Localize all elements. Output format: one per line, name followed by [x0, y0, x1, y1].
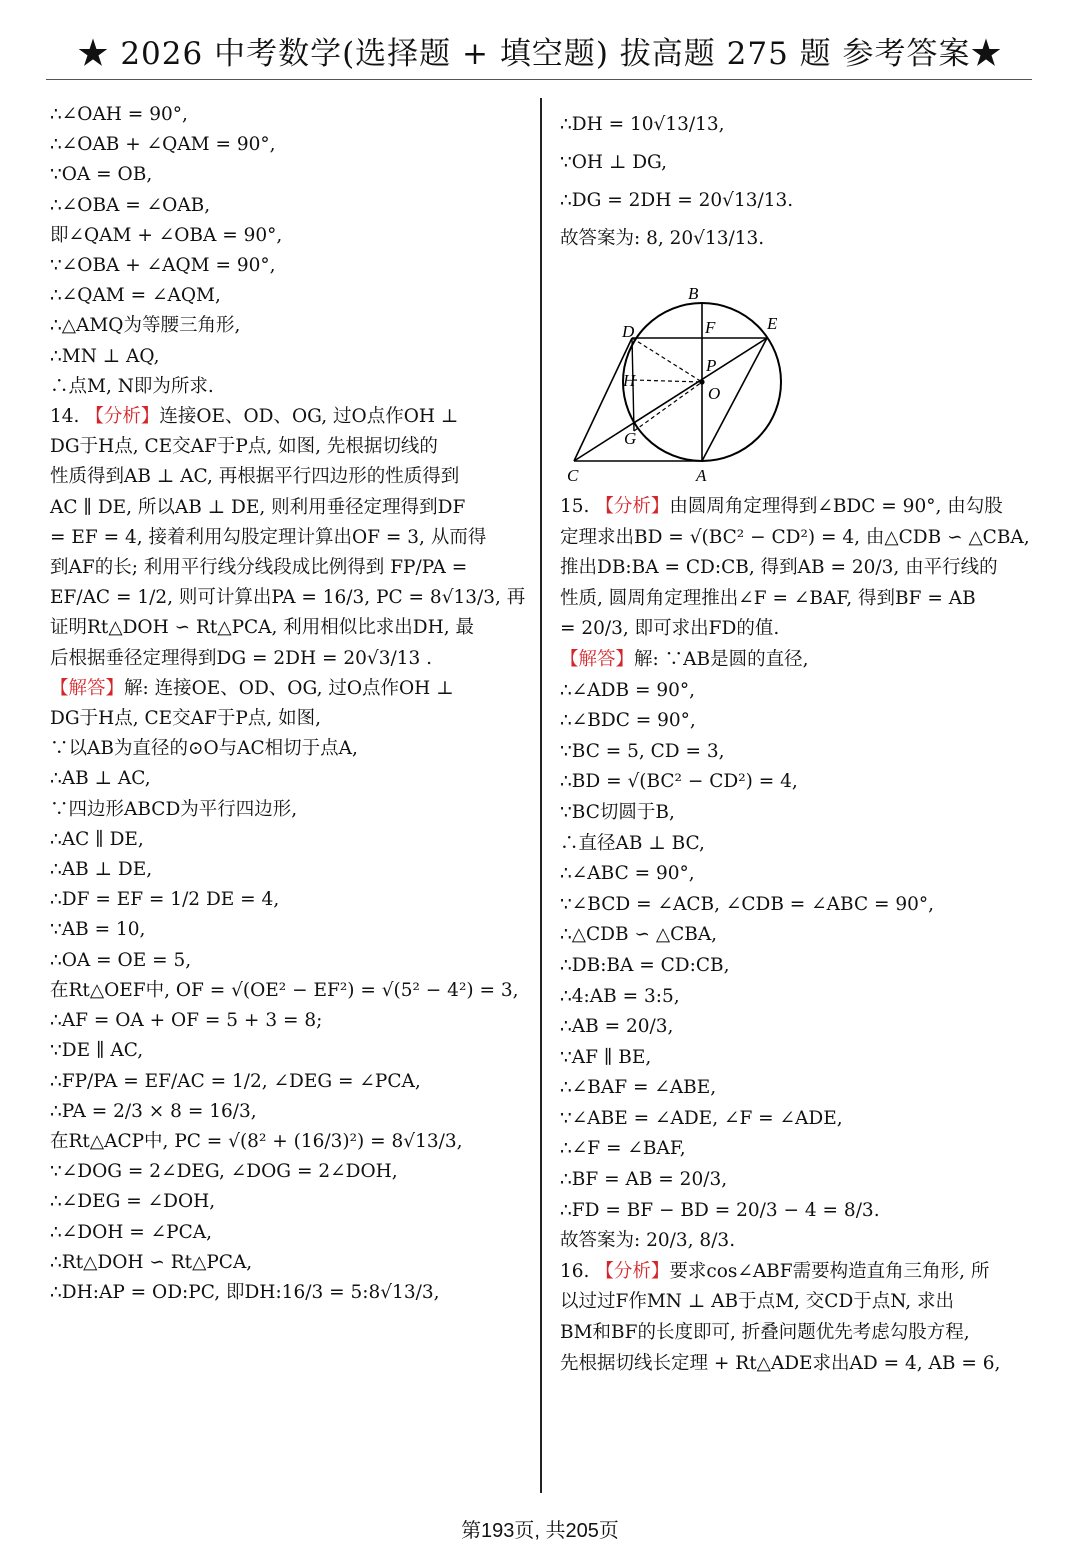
- text-line: ∴∠OAB + ∠QAM = 90°,: [50, 134, 276, 156]
- text-line: ∴AB = 20/3,: [560, 1016, 674, 1038]
- page-header: ★ 2026 中考数学(选择题 + 填空题) 拔高题 275 题 参考答案★: [77, 36, 1003, 72]
- text-line: ∴直径AB ⊥ BC,: [560, 832, 705, 854]
- text-line: ∴△CDB ∽ △CBA,: [560, 924, 718, 946]
- text-line: ∴DG = 2DH = 20√13/13.: [560, 190, 794, 211]
- section-tag: 【分析】: [595, 1260, 670, 1282]
- text-line: ∴∠F = ∠BAF,: [560, 1138, 686, 1160]
- section-tag: 【解答】: [50, 677, 125, 699]
- text-line: ∴DB:BA = CD:CB,: [560, 954, 730, 976]
- text-line: EF/AC = 1/2, 则可计算出PA = 16/3, PC = 8√13/3, 再: [50, 587, 526, 609]
- text-line: BM和BF的长度即可, 折叠问题优先考虑勾股方程,: [560, 1322, 970, 1344]
- header-rule: [46, 79, 1032, 80]
- text-line: 即∠QAM + ∠OBA = 90°,: [50, 224, 283, 246]
- text-line: ∴DH = 10√13/13,: [560, 114, 725, 135]
- text-line: ∴AF = OA + OF = 5 + 3 = 8;: [50, 1010, 323, 1032]
- text-line: 在Rt△ACP中, PC = √(8² + (16/3)²) = 8√13/3,: [50, 1130, 463, 1152]
- text-line: 定理求出BD = √(BC² − CD²) = 4, 由△CDB ∽ △CBA,: [560, 526, 1030, 548]
- text-line: ∴PA = 2/3 × 8 = 16/3,: [50, 1100, 257, 1122]
- point-label-e: E: [767, 314, 778, 333]
- text-line: ∵BC切圆于B,: [560, 801, 675, 823]
- text-line: ∴OA = OE = 5,: [50, 949, 192, 971]
- text-line: 在Rt△OEF中, OF = √(OE² − EF²) = √(5² − 4²) = 3,: [50, 979, 519, 1001]
- text-line: 性质, 圆周角定理推出∠F = ∠BAF, 得到BF = AB: [560, 587, 976, 609]
- text-line: ∵DE ∥ AC,: [50, 1040, 144, 1062]
- text-line: ∴BF = AB = 20/3,: [560, 1169, 728, 1191]
- point-label-f: F: [705, 318, 716, 337]
- text-line: AC ∥ DE, 所以AB ⊥ DE, 则利用垂径定理得到DF: [50, 496, 466, 518]
- text-line: ∵AF ∥ BE,: [560, 1046, 652, 1068]
- line-og: [634, 382, 702, 431]
- text-line: ∴Rt△DOH ∽ Rt△PCA,: [50, 1251, 253, 1273]
- point-label-h: H: [623, 371, 636, 390]
- text-line: ∴AB ⊥ AC,: [50, 768, 151, 790]
- text-line: ∵AB = 10,: [50, 919, 146, 941]
- text-line: DG于H点, CE交AF于P点, 如图,: [50, 708, 321, 730]
- text-line: ∴∠DEG = ∠DOH,: [50, 1191, 216, 1213]
- section-tag: 【分析】: [85, 406, 160, 428]
- right-column-bottom: [560, 492, 1030, 1379]
- text-line: DG于H点, CE交AF于P点, 如图, 先根据切线的: [50, 436, 438, 458]
- page-footer: 第193页, 共205页: [461, 1520, 619, 1542]
- text-line: 故答案为: 8, 20√13/13.: [560, 228, 765, 249]
- text-line: ∴AB ⊥ DE,: [50, 859, 153, 881]
- point-label-d: D: [622, 322, 635, 341]
- geometry-figure: [560, 283, 790, 488]
- text-line: ∴4:AB = 3:5,: [560, 985, 680, 1007]
- text-line: ∴AC ∥ DE,: [50, 828, 144, 850]
- text-line: 【解答】解: 连接OE、OD、OG, 过O点作OH ⊥: [50, 677, 454, 699]
- text-line: 性质得到AB ⊥ AC, 再根据平行四边形的性质得到: [50, 466, 460, 488]
- text-line: ∵以AB为直径的⊙O与AC相切于点A,: [50, 738, 358, 760]
- text-line: ∴DF = EF = 1/2 DE = 4,: [50, 889, 280, 911]
- text-line: ∵四边形ABCD为平行四边形,: [50, 798, 298, 820]
- text-line: ∴∠BDC = 90°,: [560, 710, 696, 732]
- column-divider: [540, 98, 542, 1493]
- text-line: ∴∠OAH = 90°,: [50, 104, 188, 125]
- text-line: ∴FP/PA = EF/AC = 1/2, ∠DEG = ∠PCA,: [50, 1070, 421, 1092]
- point-label-c: C: [567, 466, 579, 485]
- text-line: = EF = 4, 接着利用勾股定理计算出OF = 3, 从而得: [50, 526, 487, 548]
- text-line: 证明Rt△DOH ∽ Rt△PCA, 利用相似比求出DH, 最: [50, 617, 475, 639]
- line-od: [632, 338, 702, 382]
- line-oh: [633, 380, 702, 382]
- text-line: ∴点M, N即为所求.: [50, 375, 214, 397]
- text-line: ∴MN ⊥ AQ,: [50, 345, 160, 367]
- text-line: 【解答】解: ∵AB是圆的直径,: [560, 648, 809, 670]
- text-line: 先根据切线长定理 + Rt△ADE求出AD = 4, AB = 6,: [560, 1352, 1001, 1374]
- text-line: ∵∠ABE = ∠ADE, ∠F = ∠ADE,: [560, 1107, 843, 1129]
- right-column-top: [560, 106, 1030, 258]
- text-line: ∴∠DOH = ∠PCA,: [50, 1221, 213, 1243]
- left-column: [50, 100, 526, 1308]
- section-tag: 【分析】: [595, 496, 670, 517]
- text-line: 16. 【分析】要求cos∠ABF需要构造直角三角形, 所: [560, 1260, 990, 1282]
- text-line: ∴FD = BF − BD = 20/3 − 4 = 8/3.: [560, 1199, 880, 1221]
- point-label-o: O: [708, 384, 721, 403]
- point-label-b: B: [688, 284, 699, 303]
- point-label-p: P: [706, 356, 717, 375]
- text-line: ∴△AMQ为等腰三角形,: [50, 315, 241, 337]
- section-tag: 【解答】: [560, 648, 635, 670]
- text-line: ∴DH:AP = OD:PC, 即DH:16/3 = 5:8√13/3,: [50, 1281, 440, 1303]
- point-label-a: A: [696, 466, 707, 485]
- text-line: ∴BD = √(BC² − CD²) = 4,: [560, 771, 798, 793]
- text-line: 15. 【分析】由圆周角定理得到∠BDC = 90°, 由勾股: [560, 496, 1003, 517]
- text-line: 14. 【分析】连接OE、OD、OG, 过O点作OH ⊥: [50, 406, 459, 428]
- text-line: 到AF的长; 利用平行线分线段成比例得到 FP/PA =: [50, 557, 468, 579]
- text-line: ∴∠ADB = 90°,: [560, 679, 695, 701]
- text-line: ∴∠BAF = ∠ABE,: [560, 1077, 717, 1099]
- text-line: ∵∠BCD = ∠ACB, ∠CDB = ∠ABC = 90°,: [560, 893, 935, 915]
- text-line: ∵BC = 5, CD = 3,: [560, 740, 725, 762]
- text-line: 故答案为: 20/3, 8/3.: [560, 1230, 736, 1252]
- text-line: ∵∠DOG = 2∠DEG, ∠DOG = 2∠DOH,: [50, 1161, 398, 1183]
- point-label-g: G: [624, 429, 637, 448]
- text-line: = 20/3, 即可求出FD的值.: [560, 618, 780, 640]
- text-line: ∵OH ⊥ DG,: [560, 152, 668, 173]
- text-line: ∵OA = OB,: [50, 164, 153, 186]
- text-line: ∴∠ABC = 90°,: [560, 863, 695, 885]
- text-line: 以过过F作MN ⊥ AB于点M, 交CD于点N, 求出: [560, 1291, 955, 1313]
- center-dot: [699, 379, 704, 384]
- text-line: 推出DB:BA = CD:CB, 得到AB = 20/3, 由平行线的: [560, 557, 998, 579]
- text-line: ∴∠OBA = ∠OAB,: [50, 194, 211, 216]
- text-line: ∴∠QAM = ∠AQM,: [50, 285, 221, 307]
- text-line: ∵∠OBA + ∠AQM = 90°,: [50, 255, 276, 277]
- text-line: 后根据垂径定理得到DG = 2DH = 20√3/13 .: [50, 647, 433, 669]
